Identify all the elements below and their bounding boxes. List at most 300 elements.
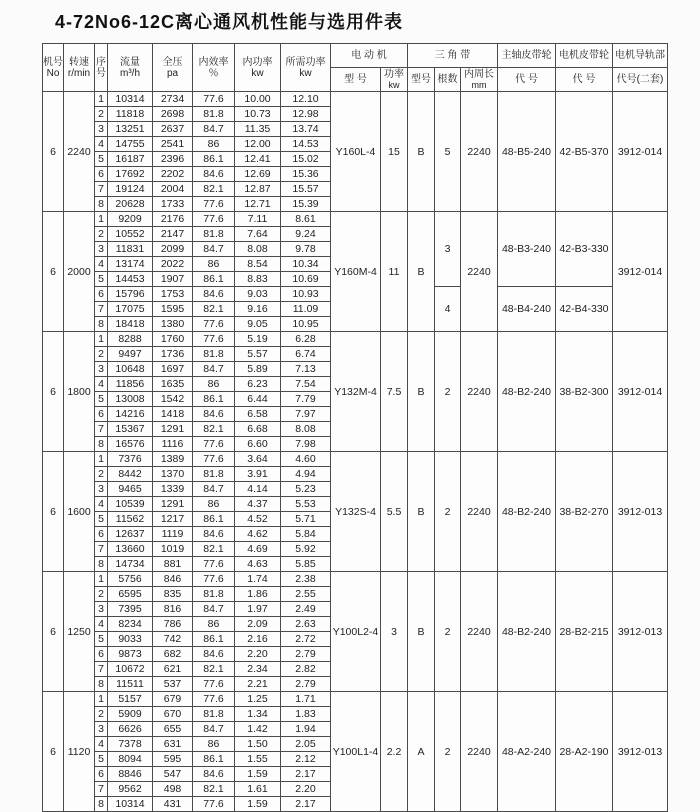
cell-flow: 6626 xyxy=(108,722,153,737)
cell-efficiency: 82.1 xyxy=(193,182,235,197)
cell-rpm: 1800 xyxy=(64,332,95,452)
cell-flow: 18418 xyxy=(108,317,153,332)
cell-pressure: 1291 xyxy=(153,422,193,437)
cell-seq: 5 xyxy=(95,752,108,767)
cell-pressure: 2637 xyxy=(153,122,193,137)
cell-internal-power: 7.11 xyxy=(235,212,281,227)
cell-belt-model: B xyxy=(408,452,435,572)
cell-efficiency: 81.8 xyxy=(193,347,235,362)
cell-belt-count: 2 xyxy=(435,332,461,452)
cell-required-power: 13.74 xyxy=(281,122,331,137)
cell-pressure: 1542 xyxy=(153,392,193,407)
cell-belt-count: 2 xyxy=(435,572,461,692)
cell-required-power: 5.53 xyxy=(281,497,331,512)
cell-machine-no: 6 xyxy=(43,692,64,812)
cell-required-power: 2.82 xyxy=(281,662,331,677)
cell-pressure: 2698 xyxy=(153,107,193,122)
cell-flow: 7378 xyxy=(108,737,153,752)
cell-required-power: 7.54 xyxy=(281,377,331,392)
cell-internal-power: 4.69 xyxy=(235,542,281,557)
cell-flow: 10648 xyxy=(108,362,153,377)
cell-motor-model: Y100L1-4 xyxy=(331,692,381,812)
cell-efficiency: 86 xyxy=(193,617,235,632)
cell-required-power: 2.79 xyxy=(281,677,331,692)
cell-motor-pulley: 38-B2-270 xyxy=(556,452,613,572)
cell-flow: 17075 xyxy=(108,302,153,317)
cell-efficiency: 86 xyxy=(193,497,235,512)
col-header-main-pulley: 主轴皮带轮 xyxy=(498,44,556,68)
cell-flow: 10552 xyxy=(108,227,153,242)
cell-required-power: 2.79 xyxy=(281,647,331,662)
cell-required-power: 6.74 xyxy=(281,347,331,362)
col-header-flow: 流量 m³/h xyxy=(108,44,153,92)
cell-required-power: 11.09 xyxy=(281,302,331,317)
cell-internal-power: 8.54 xyxy=(235,257,281,272)
cell-required-power: 2.55 xyxy=(281,587,331,602)
cell-pressure: 881 xyxy=(153,557,193,572)
cell-main-pulley: 48-B4-240 xyxy=(498,287,556,332)
cell-motor-power: 3 xyxy=(381,572,408,692)
cell-efficiency: 77.6 xyxy=(193,677,235,692)
cell-flow: 10672 xyxy=(108,662,153,677)
cell-seq: 5 xyxy=(95,632,108,647)
cell-efficiency: 84.7 xyxy=(193,722,235,737)
cell-internal-power: 8.83 xyxy=(235,272,281,287)
cell-pressure: 1736 xyxy=(153,347,193,362)
cell-pressure: 631 xyxy=(153,737,193,752)
cell-seq: 6 xyxy=(95,527,108,542)
cell-belt-count: 4 xyxy=(435,287,461,332)
cell-internal-power: 1.74 xyxy=(235,572,281,587)
cell-efficiency: 84.6 xyxy=(193,407,235,422)
cell-flow: 8846 xyxy=(108,767,153,782)
cell-flow: 19124 xyxy=(108,182,153,197)
cell-seq: 4 xyxy=(95,137,108,152)
cell-required-power: 5.84 xyxy=(281,527,331,542)
cell-efficiency: 82.1 xyxy=(193,302,235,317)
cell-rpm: 1120 xyxy=(64,692,95,812)
cell-internal-power: 1.59 xyxy=(235,767,281,782)
cell-pressure: 2541 xyxy=(153,137,193,152)
cell-efficiency: 84.7 xyxy=(193,122,235,137)
cell-main-pulley: 48-B2-240 xyxy=(498,332,556,452)
cell-efficiency: 84.6 xyxy=(193,287,235,302)
cell-internal-power: 5.57 xyxy=(235,347,281,362)
cell-flow: 5909 xyxy=(108,707,153,722)
table-row xyxy=(43,692,668,707)
cell-efficiency: 77.6 xyxy=(193,692,235,707)
cell-internal-power: 2.21 xyxy=(235,677,281,692)
cell-machine-no: 6 xyxy=(43,212,64,332)
cell-flow: 14216 xyxy=(108,407,153,422)
cell-seq: 8 xyxy=(95,797,108,812)
cell-required-power: 2.72 xyxy=(281,632,331,647)
cell-belt-model: B xyxy=(408,332,435,452)
cell-flow: 6595 xyxy=(108,587,153,602)
cell-machine-no: 6 xyxy=(43,92,64,212)
cell-seq: 7 xyxy=(95,662,108,677)
cell-internal-power: 1.86 xyxy=(235,587,281,602)
cell-required-power: 8.61 xyxy=(281,212,331,227)
cell-efficiency: 86.1 xyxy=(193,272,235,287)
cell-pressure: 786 xyxy=(153,617,193,632)
cell-pressure: 537 xyxy=(153,677,193,692)
cell-seq: 1 xyxy=(95,212,108,227)
cell-belt-length: 2240 xyxy=(461,332,498,452)
cell-required-power: 2.49 xyxy=(281,602,331,617)
cell-internal-power: 11.35 xyxy=(235,122,281,137)
cell-required-power: 15.39 xyxy=(281,197,331,212)
cell-flow: 8442 xyxy=(108,467,153,482)
cell-flow: 11818 xyxy=(108,107,153,122)
page-title: 4-72No6-12C离心通风机性能与选用件表 xyxy=(55,12,404,32)
table-row xyxy=(43,452,668,467)
cell-required-power: 1.94 xyxy=(281,722,331,737)
col-header-rail-code: 代号(二套) xyxy=(613,68,668,92)
cell-flow: 9873 xyxy=(108,647,153,662)
col-header-main-pulley-code: 代 号 xyxy=(498,68,556,92)
cell-seq: 6 xyxy=(95,647,108,662)
cell-required-power: 10.69 xyxy=(281,272,331,287)
cell-internal-power: 4.62 xyxy=(235,527,281,542)
cell-seq: 2 xyxy=(95,347,108,362)
cell-efficiency: 81.8 xyxy=(193,587,235,602)
cell-pressure: 1635 xyxy=(153,377,193,392)
col-group-motor: 电 动 机 xyxy=(331,44,408,68)
cell-efficiency: 77.6 xyxy=(193,797,235,812)
cell-efficiency: 77.6 xyxy=(193,92,235,107)
cell-flow: 9465 xyxy=(108,482,153,497)
cell-belt-count: 5 xyxy=(435,92,461,212)
cell-internal-power: 9.16 xyxy=(235,302,281,317)
cell-flow: 17692 xyxy=(108,167,153,182)
cell-flow: 15367 xyxy=(108,422,153,437)
cell-efficiency: 77.6 xyxy=(193,557,235,572)
cell-pressure: 2147 xyxy=(153,227,193,242)
cell-pressure: 2099 xyxy=(153,242,193,257)
cell-seq: 2 xyxy=(95,107,108,122)
cell-efficiency: 86 xyxy=(193,257,235,272)
cell-pressure: 679 xyxy=(153,692,193,707)
cell-internal-power: 2.20 xyxy=(235,647,281,662)
cell-efficiency: 81.8 xyxy=(193,467,235,482)
cell-efficiency: 84.6 xyxy=(193,167,235,182)
cell-seq: 7 xyxy=(95,182,108,197)
cell-seq: 8 xyxy=(95,677,108,692)
cell-rail-code: 3912-013 xyxy=(613,452,668,572)
cell-pressure: 1116 xyxy=(153,437,193,452)
cell-flow: 11511 xyxy=(108,677,153,692)
col-header-motor-power: 功率 kw xyxy=(381,68,408,92)
cell-seq: 3 xyxy=(95,722,108,737)
col-header-efficiency: 内效率 ％ xyxy=(193,44,235,92)
cell-flow: 14734 xyxy=(108,557,153,572)
cell-efficiency: 84.7 xyxy=(193,242,235,257)
cell-internal-power: 2.34 xyxy=(235,662,281,677)
cell-motor-power: 2.2 xyxy=(381,692,408,812)
cell-pressure: 1380 xyxy=(153,317,193,332)
cell-motor-power: 5.5 xyxy=(381,452,408,572)
cell-efficiency: 86 xyxy=(193,377,235,392)
cell-required-power: 9.24 xyxy=(281,227,331,242)
cell-seq: 1 xyxy=(95,452,108,467)
cell-motor-power: 15 xyxy=(381,92,408,212)
cell-seq: 6 xyxy=(95,407,108,422)
cell-pressure: 835 xyxy=(153,587,193,602)
cell-pressure: 1733 xyxy=(153,197,193,212)
cell-internal-power: 9.05 xyxy=(235,317,281,332)
cell-internal-power: 4.52 xyxy=(235,512,281,527)
col-header-required-power: 所需功率 kw xyxy=(281,44,331,92)
cell-belt-count: 2 xyxy=(435,452,461,572)
cell-pressure: 1697 xyxy=(153,362,193,377)
cell-flow: 13174 xyxy=(108,257,153,272)
cell-flow: 12637 xyxy=(108,527,153,542)
col-header-pressure: 全压 pa xyxy=(153,44,193,92)
cell-required-power: 7.79 xyxy=(281,392,331,407)
cell-required-power: 8.08 xyxy=(281,422,331,437)
cell-flow: 11856 xyxy=(108,377,153,392)
cell-flow: 20628 xyxy=(108,197,153,212)
cell-efficiency: 86.1 xyxy=(193,392,235,407)
cell-internal-power: 6.60 xyxy=(235,437,281,452)
cell-pressure: 1119 xyxy=(153,527,193,542)
cell-belt-model: B xyxy=(408,572,435,692)
cell-flow: 8234 xyxy=(108,617,153,632)
cell-internal-power: 6.58 xyxy=(235,407,281,422)
cell-required-power: 2.38 xyxy=(281,572,331,587)
cell-motor-model: Y132M-4 xyxy=(331,332,381,452)
cell-internal-power: 12.41 xyxy=(235,152,281,167)
cell-flow: 13008 xyxy=(108,392,153,407)
cell-seq: 8 xyxy=(95,557,108,572)
cell-main-pulley: 48-B3-240 xyxy=(498,212,556,287)
cell-pressure: 816 xyxy=(153,602,193,617)
cell-required-power: 1.71 xyxy=(281,692,331,707)
cell-internal-power: 1.97 xyxy=(235,602,281,617)
cell-seq: 1 xyxy=(95,332,108,347)
cell-required-power: 4.94 xyxy=(281,467,331,482)
cell-pressure: 498 xyxy=(153,782,193,797)
cell-pressure: 1389 xyxy=(153,452,193,467)
cell-flow: 8288 xyxy=(108,332,153,347)
cell-internal-power: 6.44 xyxy=(235,392,281,407)
cell-required-power: 6.28 xyxy=(281,332,331,347)
cell-pressure: 1291 xyxy=(153,497,193,512)
cell-seq: 2 xyxy=(95,467,108,482)
table-row xyxy=(43,572,668,587)
cell-efficiency: 86.1 xyxy=(193,512,235,527)
cell-pressure: 1217 xyxy=(153,512,193,527)
cell-efficiency: 86 xyxy=(193,137,235,152)
cell-belt-length: 2240 xyxy=(461,452,498,572)
cell-internal-power: 5.89 xyxy=(235,362,281,377)
cell-pressure: 431 xyxy=(153,797,193,812)
cell-internal-power: 4.37 xyxy=(235,497,281,512)
cell-efficiency: 86.1 xyxy=(193,752,235,767)
cell-rpm: 2000 xyxy=(64,212,95,332)
cell-seq: 7 xyxy=(95,782,108,797)
cell-pressure: 655 xyxy=(153,722,193,737)
cell-flow: 15796 xyxy=(108,287,153,302)
cell-efficiency: 77.6 xyxy=(193,197,235,212)
cell-internal-power: 4.63 xyxy=(235,557,281,572)
cell-pressure: 846 xyxy=(153,572,193,587)
cell-rail-code: 3912-013 xyxy=(613,692,668,812)
cell-efficiency: 77.6 xyxy=(193,317,235,332)
cell-internal-power: 6.23 xyxy=(235,377,281,392)
cell-required-power: 2.63 xyxy=(281,617,331,632)
cell-motor-pulley: 42-B4-330 xyxy=(556,287,613,332)
col-header-rail: 电机导轨部 xyxy=(613,44,668,68)
cell-efficiency: 84.6 xyxy=(193,527,235,542)
cell-required-power: 10.95 xyxy=(281,317,331,332)
cell-belt-model: B xyxy=(408,212,435,332)
table-row xyxy=(43,212,668,227)
col-header-motor-model: 型 号 xyxy=(331,68,381,92)
cell-required-power: 1.83 xyxy=(281,707,331,722)
table-row xyxy=(43,92,668,107)
cell-flow: 16576 xyxy=(108,437,153,452)
cell-flow: 10314 xyxy=(108,92,153,107)
cell-pressure: 595 xyxy=(153,752,193,767)
cell-belt-length: 2240 xyxy=(461,692,498,812)
cell-required-power: 5.92 xyxy=(281,542,331,557)
cell-efficiency: 84.7 xyxy=(193,602,235,617)
col-header-belt-count: 根数 xyxy=(435,68,461,92)
cell-internal-power: 10.00 xyxy=(235,92,281,107)
cell-flow: 11831 xyxy=(108,242,153,257)
cell-seq: 1 xyxy=(95,692,108,707)
cell-seq: 1 xyxy=(95,572,108,587)
cell-required-power: 2.05 xyxy=(281,737,331,752)
cell-required-power: 15.36 xyxy=(281,167,331,182)
cell-required-power: 2.20 xyxy=(281,782,331,797)
cell-belt-length: 2240 xyxy=(461,92,498,212)
cell-pressure: 742 xyxy=(153,632,193,647)
cell-flow: 14453 xyxy=(108,272,153,287)
cell-required-power: 2.17 xyxy=(281,767,331,782)
cell-belt-length: 2240 xyxy=(461,572,498,692)
cell-seq: 2 xyxy=(95,707,108,722)
cell-motor-model: Y100L2-4 xyxy=(331,572,381,692)
cell-flow: 10314 xyxy=(108,797,153,812)
cell-motor-model: Y132S-4 xyxy=(331,452,381,572)
table-body xyxy=(43,92,668,812)
cell-efficiency: 77.6 xyxy=(193,452,235,467)
cell-pressure: 670 xyxy=(153,707,193,722)
cell-pressure: 2734 xyxy=(153,92,193,107)
cell-internal-power: 12.00 xyxy=(235,137,281,152)
cell-pressure: 2176 xyxy=(153,212,193,227)
cell-required-power: 2.12 xyxy=(281,752,331,767)
cell-rail-code: 3912-014 xyxy=(613,92,668,212)
cell-required-power: 10.34 xyxy=(281,257,331,272)
cell-seq: 3 xyxy=(95,482,108,497)
cell-flow: 11562 xyxy=(108,512,153,527)
cell-required-power: 2.17 xyxy=(281,797,331,812)
cell-flow: 8094 xyxy=(108,752,153,767)
cell-efficiency: 81.8 xyxy=(193,227,235,242)
cell-pressure: 1418 xyxy=(153,407,193,422)
cell-seq: 4 xyxy=(95,737,108,752)
cell-efficiency: 77.6 xyxy=(193,332,235,347)
cell-motor-power: 11 xyxy=(381,212,408,332)
col-group-belt: 三 角 带 xyxy=(408,44,498,68)
cell-seq: 4 xyxy=(95,377,108,392)
cell-efficiency: 86.1 xyxy=(193,152,235,167)
cell-efficiency: 77.6 xyxy=(193,437,235,452)
col-header-belt-length: 内周长 mm xyxy=(461,68,498,92)
cell-flow: 16187 xyxy=(108,152,153,167)
cell-seq: 7 xyxy=(95,302,108,317)
cell-seq: 4 xyxy=(95,617,108,632)
col-header-motor-pulley-code: 代 号 xyxy=(556,68,613,92)
cell-belt-count: 2 xyxy=(435,692,461,812)
cell-internal-power: 1.25 xyxy=(235,692,281,707)
cell-internal-power: 2.09 xyxy=(235,617,281,632)
cell-flow: 10539 xyxy=(108,497,153,512)
cell-motor-pulley: 38-B2-300 xyxy=(556,332,613,452)
cell-seq: 2 xyxy=(95,587,108,602)
cell-seq: 1 xyxy=(95,92,108,107)
cell-machine-no: 6 xyxy=(43,452,64,572)
cell-efficiency: 82.1 xyxy=(193,782,235,797)
cell-seq: 5 xyxy=(95,152,108,167)
cell-efficiency: 84.6 xyxy=(193,767,235,782)
col-header-motor-pulley: 电机皮带轮 xyxy=(556,44,613,68)
cell-efficiency: 86.1 xyxy=(193,632,235,647)
cell-required-power: 5.85 xyxy=(281,557,331,572)
cell-internal-power: 4.14 xyxy=(235,482,281,497)
cell-seq: 8 xyxy=(95,437,108,452)
cell-pressure: 1595 xyxy=(153,302,193,317)
cell-pressure: 1753 xyxy=(153,287,193,302)
cell-pressure: 621 xyxy=(153,662,193,677)
cell-rpm: 1250 xyxy=(64,572,95,692)
cell-required-power: 7.98 xyxy=(281,437,331,452)
cell-main-pulley: 48-B2-240 xyxy=(498,572,556,692)
cell-efficiency: 77.6 xyxy=(193,212,235,227)
cell-seq: 3 xyxy=(95,362,108,377)
cell-seq: 3 xyxy=(95,122,108,137)
cell-motor-pulley: 28-A2-190 xyxy=(556,692,613,812)
cell-internal-power: 1.50 xyxy=(235,737,281,752)
cell-flow: 5756 xyxy=(108,572,153,587)
cell-internal-power: 3.91 xyxy=(235,467,281,482)
cell-pressure: 2004 xyxy=(153,182,193,197)
cell-seq: 5 xyxy=(95,272,108,287)
cell-internal-power: 12.87 xyxy=(235,182,281,197)
col-header-internal-power: 内功率 kw xyxy=(235,44,281,92)
cell-belt-count: 3 xyxy=(435,212,461,287)
cell-efficiency: 77.6 xyxy=(193,572,235,587)
cell-internal-power: 8.08 xyxy=(235,242,281,257)
cell-motor-power: 7.5 xyxy=(381,332,408,452)
cell-pressure: 547 xyxy=(153,767,193,782)
cell-machine-no: 6 xyxy=(43,332,64,452)
cell-flow: 9497 xyxy=(108,347,153,362)
cell-internal-power: 5.19 xyxy=(235,332,281,347)
cell-internal-power: 1.34 xyxy=(235,707,281,722)
cell-seq: 7 xyxy=(95,422,108,437)
cell-pressure: 1760 xyxy=(153,332,193,347)
cell-internal-power: 1.61 xyxy=(235,782,281,797)
cell-required-power: 5.71 xyxy=(281,512,331,527)
cell-rail-code: 3912-014 xyxy=(613,332,668,452)
cell-main-pulley: 48-B5-240 xyxy=(498,92,556,212)
col-header-rpm: 转速 r/min xyxy=(64,44,95,92)
